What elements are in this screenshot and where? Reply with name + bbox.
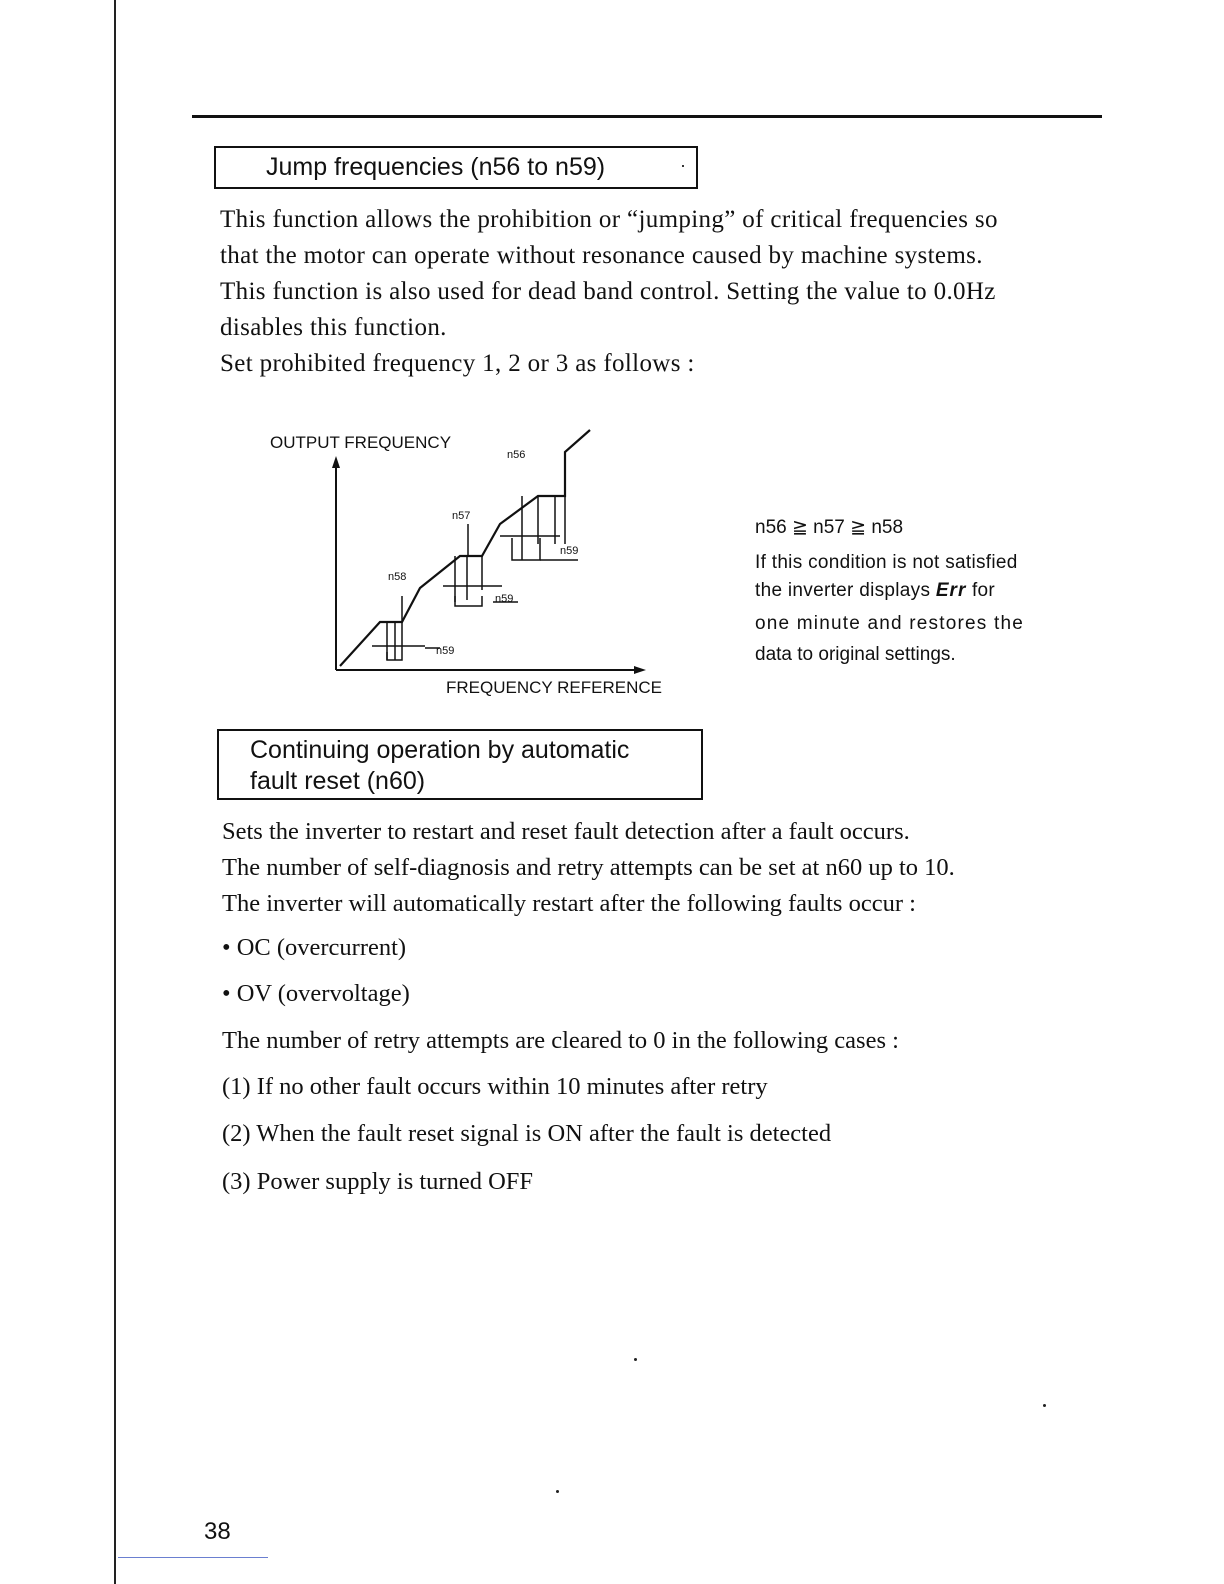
x-axis-arrow bbox=[634, 666, 646, 674]
section-title: Jump frequencies (n56 to n59) bbox=[266, 153, 606, 181]
scan-speck bbox=[1043, 1404, 1046, 1407]
label-n57: n57 bbox=[452, 510, 471, 522]
page-number: 38 bbox=[204, 1518, 231, 1545]
case-item-3: (3) Power supply is turned OFF bbox=[222, 1168, 534, 1195]
text-line: This function is also used for dead band control. Setting the value to 0.0Hz bbox=[220, 278, 996, 305]
text-line: disables this function. bbox=[220, 314, 447, 341]
section-title-line-2: fault reset (n60) bbox=[250, 767, 426, 795]
case-item-2: (2) When the fault reset signal is ON after the fault is detected bbox=[222, 1120, 832, 1147]
text-line: that the motor can operate without resonance caused by machine systems. bbox=[220, 242, 983, 269]
text-line: Sets the inverter to restart and reset fault detection after a fault occurs. bbox=[222, 818, 910, 845]
x-axis-label: FREQUENCY REFERENCE bbox=[446, 678, 662, 697]
condition-line-2-post: for bbox=[971, 580, 996, 601]
header-rule bbox=[192, 115, 1102, 118]
stray-mark: · bbox=[680, 155, 686, 175]
scan-speck bbox=[634, 1358, 637, 1361]
output-curve bbox=[340, 430, 590, 666]
fault-reset-description bbox=[222, 814, 955, 922]
section-heading-jump-frequencies bbox=[214, 146, 698, 189]
condition-line-1: If this condition is not satisfied bbox=[755, 552, 1018, 573]
label-n59-top: n59 bbox=[560, 545, 579, 557]
cleared-intro: The number of retry attempts are cleared to 0 in the following cases : bbox=[222, 1027, 899, 1054]
section-heading-automatic-fault-reset bbox=[217, 729, 703, 800]
jump-frequency-diagram bbox=[260, 420, 680, 710]
y-axis-label: OUTPUT FREQUENCY bbox=[270, 433, 452, 452]
section-title-line-1: Continuing operation by automatic bbox=[250, 736, 630, 764]
binding-edge bbox=[114, 0, 116, 1584]
scan-speck bbox=[556, 1490, 559, 1493]
label-n58: n58 bbox=[388, 571, 407, 583]
text-line: The number of self-diagnosis and retry attempts can be set at n60 up to 10. bbox=[222, 854, 955, 881]
case-item-1: (1) If no other fault occurs within 10 minutes after retry bbox=[222, 1073, 768, 1100]
condition-line-2 bbox=[755, 580, 995, 602]
text-line: Set prohibited frequency 1, 2 or 3 as follows : bbox=[220, 350, 695, 377]
text-line: The inverter will automatically restart after the following faults occur : bbox=[222, 890, 916, 917]
fault-item-ov: • OV (overvoltage) bbox=[222, 980, 410, 1007]
footer-rule bbox=[118, 1557, 268, 1558]
condition-line-2-pre: the inverter displays bbox=[755, 580, 931, 601]
condition-line-3: one minute and restores the bbox=[755, 613, 1024, 634]
binding-edge-tick bbox=[114, 1548, 116, 1584]
y-axis-arrow bbox=[332, 456, 340, 468]
fault-item-oc: • OC (overcurrent) bbox=[222, 934, 407, 961]
label-n59-low: n59 bbox=[436, 645, 455, 657]
err-display: Err bbox=[935, 580, 967, 601]
condition-line-4: data to original settings. bbox=[755, 644, 956, 665]
condition-formula: n56 ≧ n57 ≧ n58 bbox=[755, 517, 904, 538]
label-n56: n56 bbox=[507, 449, 526, 461]
label-n59-mid: n59 bbox=[495, 593, 514, 605]
text-line: This function allows the prohibition or “jumping” of critical frequencies so bbox=[220, 206, 998, 233]
jump-frequency-description bbox=[220, 202, 998, 382]
